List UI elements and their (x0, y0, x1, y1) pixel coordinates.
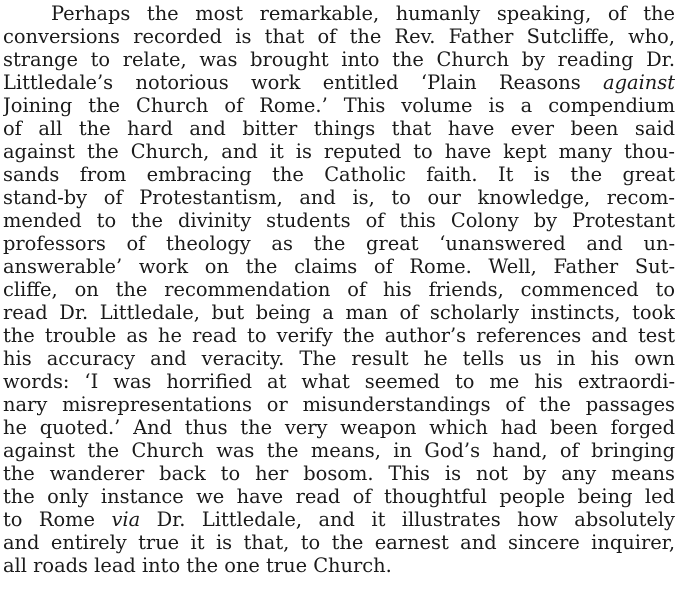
line-text: conversions recorded is that of the Rev. Father Sutcliffe, who, (3, 25, 675, 48)
paragraph-line-3 (3, 48, 675, 71)
line-text: nary misrepresentations or misunderstandings of the passages (3, 393, 675, 416)
line-text: Perhaps the most remarkable, humanly speaking, of the (51, 2, 675, 25)
paragraph-line-11 (3, 232, 675, 255)
line-text: answerable’ work on the claims of Rome. Well, Father Sut- (3, 255, 675, 278)
paragraph-line-17 (3, 370, 675, 393)
paragraph-line-23 (3, 508, 675, 531)
paragraph-line-4 (3, 71, 675, 94)
line-text: he quoted.’ And thus the very weapon which had been forged (3, 416, 675, 439)
line-text: stand-by of Protestantism, and is, to our knowledge, recom- (3, 186, 675, 209)
paragraph-line-14 (3, 301, 675, 324)
paragraph-line-24 (3, 531, 675, 554)
line-text: against the Church, and it is reputed to have kept many thou- (3, 140, 675, 163)
line-text: against the Church was the means, in God’s hand, of bringing (3, 439, 675, 462)
paragraph-line-10 (3, 209, 675, 232)
line-text: Littledale’s notorious work entitled ‘Plain Reasons (3, 71, 604, 94)
line-text: the wanderer back to her bosom. This is not by any means (3, 462, 675, 485)
paragraph-line-21 (3, 462, 675, 485)
paragraph-line-2 (3, 25, 675, 48)
line-text: of all the hard and bitter things that have ever been said (3, 117, 675, 140)
paragraph-line-6 (3, 117, 675, 140)
line-text: all roads lead into the one true Church. (3, 554, 392, 577)
paragraph-line-22 (3, 485, 675, 508)
line-text: strange to relate, was brought into the Church by reading Dr. (3, 48, 675, 71)
line-text: cliffe, on the recommendation of his friends, commenced to (3, 278, 675, 301)
paragraph-line-12 (3, 255, 675, 278)
paragraph-line-16 (3, 347, 675, 370)
paragraph-line-20 (3, 439, 675, 462)
line-text: to Rome (3, 508, 112, 531)
paragraph-line-15 (3, 324, 675, 347)
paragraph-line-5 (3, 94, 675, 117)
line-text: professors of theology as the great ‘unanswered and un- (3, 232, 675, 255)
italic-text: against (603, 71, 675, 94)
document-page (3, 2, 675, 592)
paragraph-line-18 (3, 393, 675, 416)
line-text: mended to the divinity students of this Colony by Protestant (3, 209, 675, 232)
paragraph-line-19 (3, 416, 675, 439)
line-text: and entirely true it is that, to the earnest and sincere inquirer, (3, 531, 675, 554)
paragraph-line-8 (3, 163, 675, 186)
line-text: read Dr. Littledale, but being a man of scholarly instincts, took (3, 301, 675, 324)
line-text: the only instance we have read of thoughtful people being led (3, 485, 675, 508)
paragraph-line-1 (51, 2, 675, 25)
italic-text: via (111, 508, 141, 531)
paragraph-line-9 (3, 186, 675, 209)
line-text: Joining the Church of Rome.’ This volume is a compendium (3, 94, 675, 117)
paragraph-line-13 (3, 278, 675, 301)
line-text: the trouble as he read to verify the author’s references and test (3, 324, 675, 347)
line-text: sands from embracing the Catholic faith. It is the great (3, 163, 675, 186)
paragraph-line-25 (3, 554, 675, 577)
line-text: his accuracy and veracity. The result he tells us in his own (3, 347, 675, 370)
line-text: Dr. Littledale, and it illustrates how absolutely (140, 508, 675, 531)
line-text: words: ‘I was horrified at what seemed to me his extraordi- (3, 370, 675, 393)
paragraph-line-7 (3, 140, 675, 163)
